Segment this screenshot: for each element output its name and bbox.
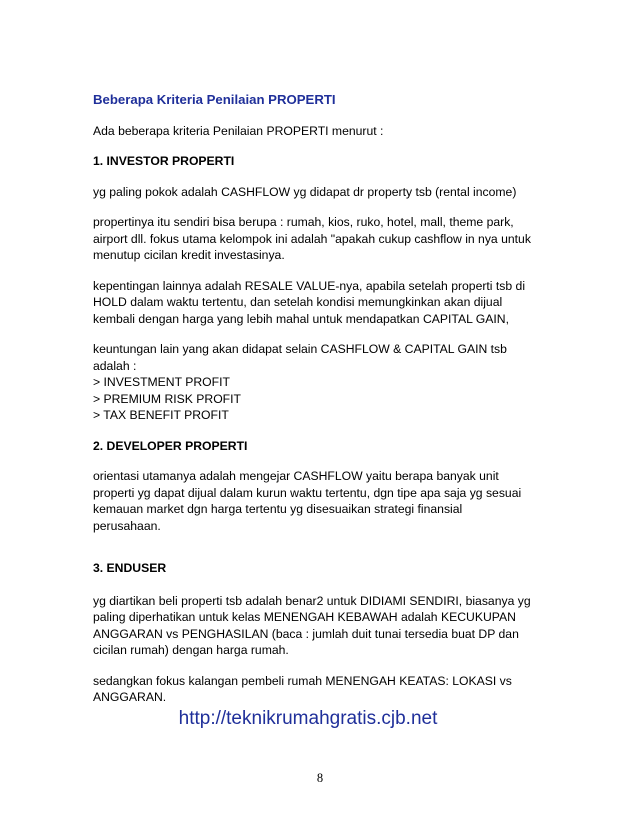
section-enduser-paragraph: sedangkan fokus kalangan pembeli rumah MENENGAH KEATAS: LOKASI vs ANGGARAN. bbox=[93, 673, 512, 704]
section-investor-paragraph: propertinya itu sendiri bisa berupa : rumah, kios, ruko, hotel, mall, theme park, airport dll. fokus utama kelompok ini adalah "apakah cukup cashflow in nya untuk menutup cicilan kredit investasinya. bbox=[93, 215, 531, 262]
page-number: 8 bbox=[316, 771, 324, 785]
section-investor-paragraph: keuntungan lain yang akan didapat selain CASHFLOW & CAPITAL GAIN tsb adalah : > INVESTMENT PROFIT > PREMIUM RISK PROFIT > TAX BENEFIT PROFIT bbox=[93, 342, 507, 422]
section-investor-paragraph: yg paling pokok adalah CASHFLOW yg didapat dr property tsb (rental income) bbox=[93, 184, 517, 199]
section-heading-developer: 2. DEVELOPER PROPERTI bbox=[93, 438, 248, 453]
section-enduser-paragraph: yg diartikan beli properti tsb adalah benar2 untuk DIDIAMI SENDIRI, biasanya yg paling diperhatikan untuk kelas MENENGAH KEBAWAH adalah KECUKUPAN ANGGARAN vs PENGHASILAN (baca : jumlah duit tunai tersedia buat DP dan cicilan rumah) dengan harga rumah. bbox=[93, 593, 531, 657]
document-title: Beberapa Kriteria Penilaian PROPERTI bbox=[93, 92, 336, 107]
intro-text: Ada beberapa kriteria Penilaian PROPERTI menurut : bbox=[93, 123, 384, 138]
website-link[interactable]: http://teknikrumahgratis.cjb.net bbox=[178, 708, 438, 729]
page-body bbox=[93, 92, 563, 720]
section-developer-paragraph: orientasi utamanya adalah mengejar CASHFLOW yaitu berapa banyak unit properti yg dapat dijual dalam kurun waktu tertentu, dgn tipe apa saja yg sesuai kemauan market dgn harga tertentu yg disesuaikan strategi finansial perusahaan. bbox=[93, 469, 522, 533]
section-heading-investor: 1. INVESTOR PROPERTI bbox=[93, 154, 235, 168]
website-link-container bbox=[0, 708, 638, 730]
section-investor-paragraph: kepentingan lainnya adalah RESALE VALUE-nya, apabila setelah properti tsb di HOLD dalam waktu tertentu, dan setelah kondisi memungkinkan akan dijual kembali dengan harga yang lebih mahal untuk mendapatkan CAPITAL GAIN, bbox=[93, 278, 526, 326]
page-number-container bbox=[0, 771, 638, 786]
section-heading-enduser: 3. ENDUSER bbox=[93, 561, 167, 575]
